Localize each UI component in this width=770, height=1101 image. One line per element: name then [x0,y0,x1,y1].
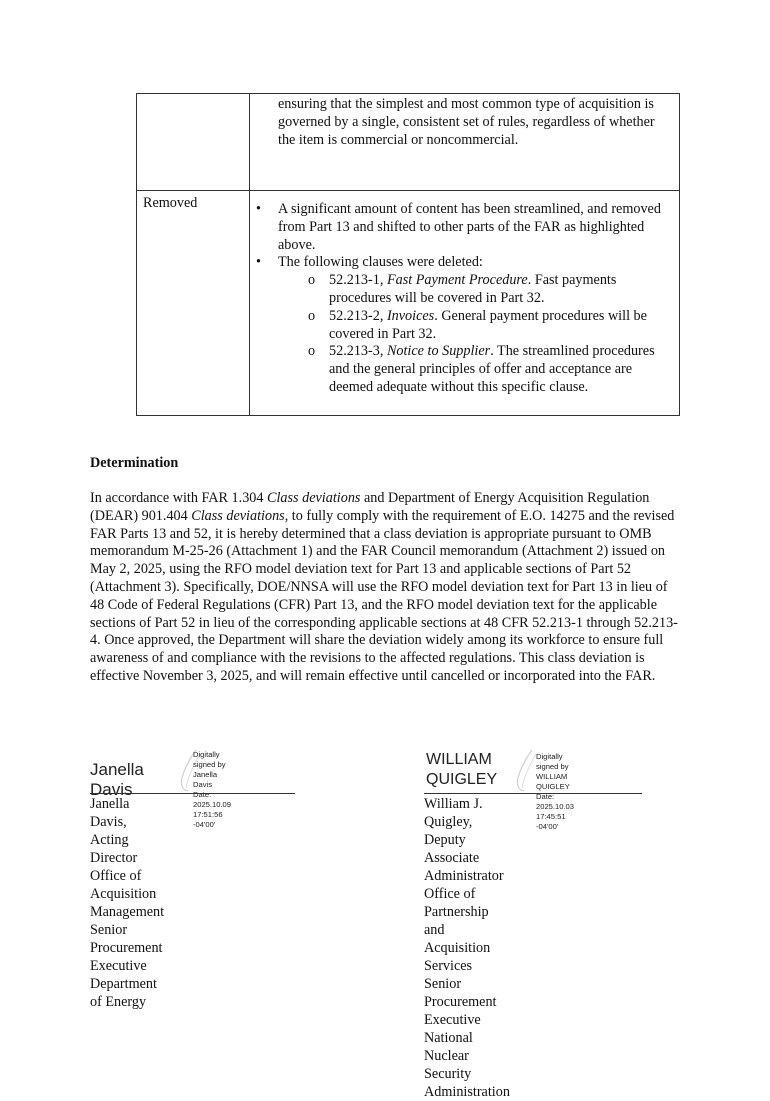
clause-number: 52.213-1, [329,272,387,289]
sub-bullet-marker: o [308,307,316,324]
section-heading: Determination [90,455,179,471]
clause-number: 52.213-3, [329,343,387,360]
clause-text: . General payment procedures will be covered in Part 32. [329,307,647,342]
signer-line: Senior Procurement Executive [90,922,163,974]
clause-item [278,308,671,344]
table-cell [250,94,680,191]
table-row [137,191,680,416]
stamp-line: Date: 2025.10.03 17:45:51 [536,792,575,821]
stamp-line: QUIGLEY [536,782,570,791]
stamp-line: Digitally signed by Janella [193,750,226,779]
signer-line: Office of Acquisition Management [90,868,165,920]
clause-title: Notice to Supplier [386,343,491,360]
signature-line [424,793,642,794]
clause-item [278,343,671,396]
table-cell-label [137,191,250,416]
bullet-text: A significant amount of content has been streamlined, and removed from Part 13 and shifted to other parts of the FAR as highlighted above. [278,201,661,253]
row-text: ensuring that the simplest and most common type of acquisition is governed by a single, consistent set of rules, regardless of whether the item is commercial or noncommercial. [278,96,655,148]
list-item [250,254,671,396]
signer-line: Services [424,958,473,974]
signed-name-line: QUIGLEY [426,771,498,788]
digital-signature-stamp [193,750,231,830]
stamp-line: -04'00' [193,820,216,829]
signer-line: National Nuclear Security Administration [424,1030,510,1100]
signer-details [424,795,510,1101]
determination-paragraph [90,490,682,686]
stamp-line: Date: 2025.10.09 17:51:56 [193,790,232,819]
stamp-line: -04'00' [536,822,559,831]
paragraph-text: , to fully comply with the requirement of E.O. 14275 and the revised FAR Parts 13 and 52, it is hereby determined that a class deviation is appropriate pursuant to OMB memorandum M-25-26 (Attachment 1) and the FAR Council memorandum (Attachment 2) issued on May 2, 2025, using the RFO model deviation text for Part 13 and applicable sections of Part 52 (Attachment 3). Specifically, DOE/NNSA will use the RFO model deviation text for Part 13 in lieu of 48 Code of Federal Regulations (CFR) Part 13, and the RFO model deviation text for the applicable sections of Part 52 in lieu of the corresponding applicable sections at 48 CFR 52.213-1 through 52.213-4. Once approved, the Department will share the deviation widely among its workforce to ensure full awareness of and compliance with the revisions to the affected regulations. This class deviation is effective November 3, 2025, and will remain effective until cancelled or incorporated into the FAR. [90,507,678,684]
signed-name [426,750,497,790]
sub-bullet-marker: o [308,272,316,289]
clause-text: . The streamlined procedures and the general principles of offer and acceptance are deemed adequate without this specific clause. [329,343,655,395]
list-item [250,201,671,254]
signer-details [90,795,164,1011]
paragraph-italic: Class deviations [267,490,361,506]
bullet-list [250,193,671,397]
signer-line: Office of Partnership and Acquisition [424,886,491,956]
signer-line: Janella Davis, [90,796,130,830]
signer-line: Department of Energy [90,976,157,1010]
signer-line: Deputy Associate Administrator [424,832,504,884]
deviation-table [136,93,680,416]
paragraph-text: and Department of Energy Acquisition Regulation (DEAR) 901.404 [90,490,650,524]
row-label: Removed [143,195,198,211]
digital-signature-stamp [536,752,574,832]
clause-text: . Fast payments procedures will be covered in Part 32. [329,272,617,306]
clause-number: 52.213-2, [329,307,387,324]
signed-name: Janella Davis [90,760,144,799]
bullet-marker: • [256,201,261,217]
signer-line: Acting Director [90,832,138,866]
paragraph-text: In accordance with FAR 1.304 [90,490,268,506]
bullet-text: The following clauses were deleted: [278,254,483,271]
clause-title: Invoices [386,307,435,324]
table-row [137,94,680,191]
stamp-line: Davis [193,780,212,789]
table-cell [250,191,680,416]
signer-line: Senior Procurement Executive [424,976,497,1028]
clause-title: Fast Payment Procedure [386,272,528,289]
signed-name-line: WILLIAM [426,751,492,768]
clause-item [278,272,671,308]
table-cell-empty [137,94,250,191]
bullet-marker: • [256,254,261,271]
signature-line [90,793,295,794]
sub-bullet-marker: o [308,343,316,360]
clause-list [278,272,671,397]
signer-line: William J. Quigley, [424,796,483,830]
stamp-line: Digitally signed by WILLIAM [536,752,569,781]
paragraph-italic: Class deviations [191,507,285,524]
